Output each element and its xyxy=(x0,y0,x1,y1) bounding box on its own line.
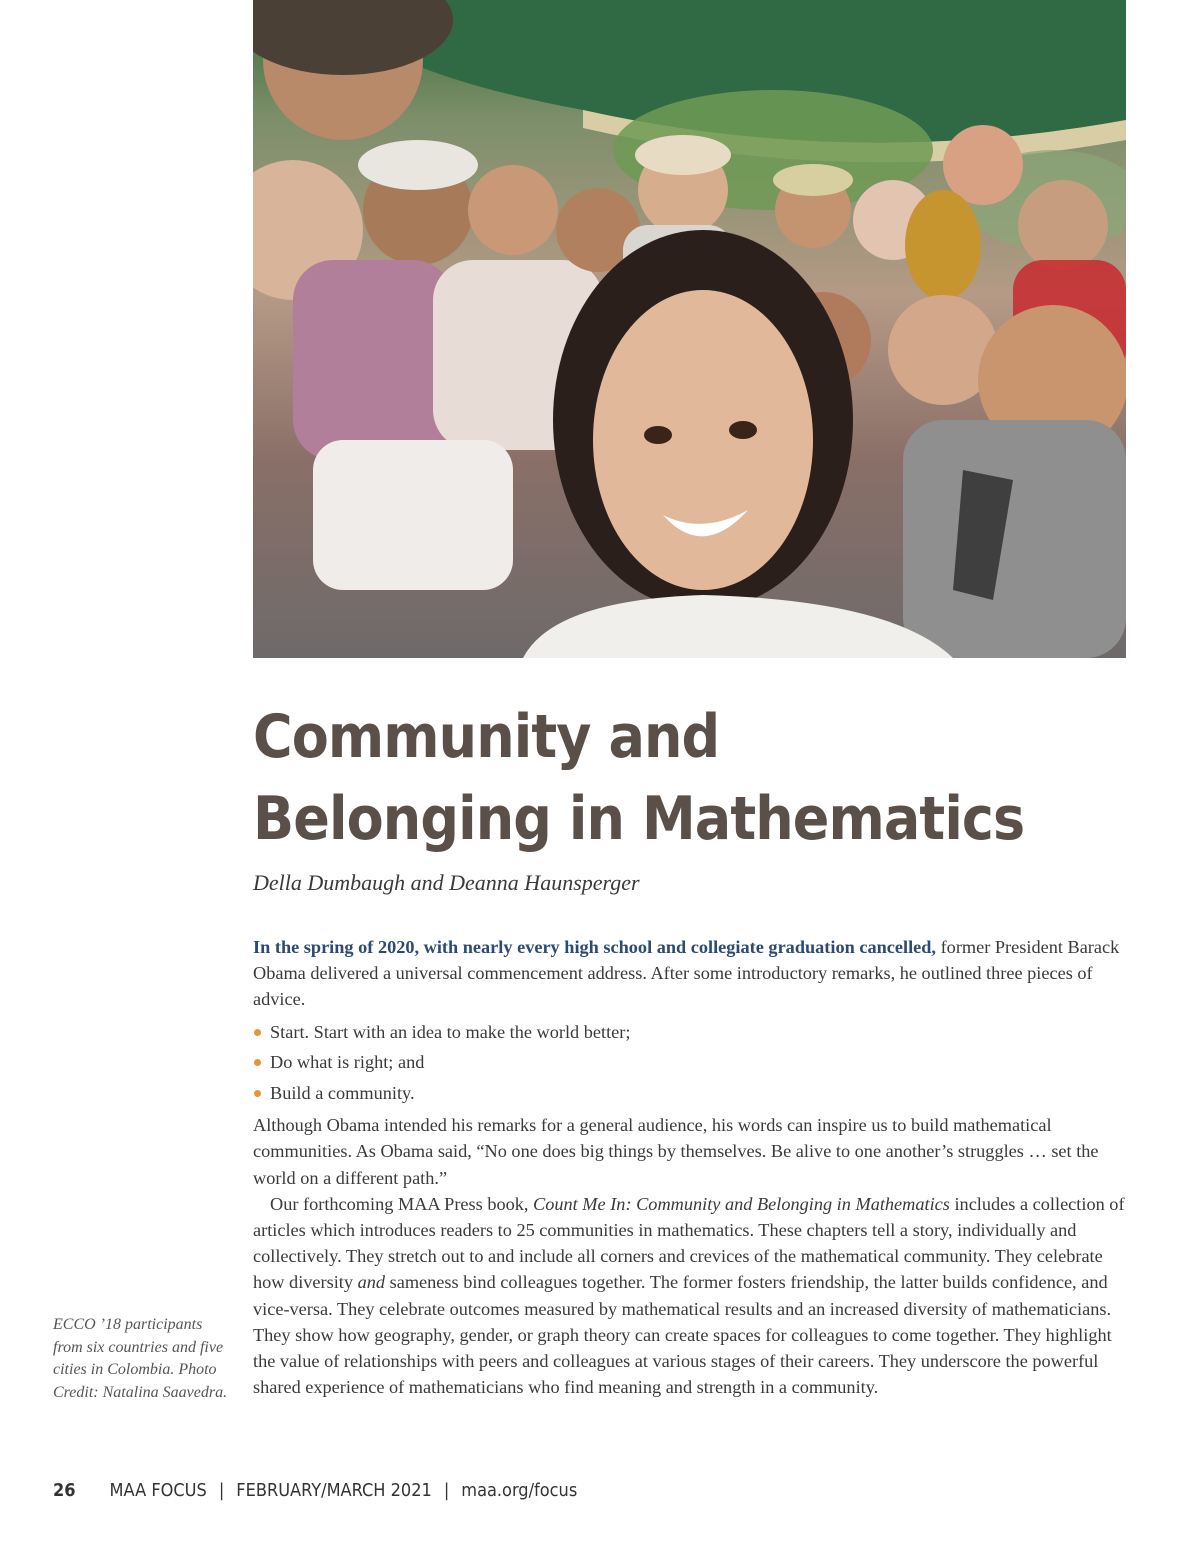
lead-in: In the spring of 2020, with nearly every high school and collegiate graduation cancelled, xyxy=(253,937,937,957)
bullet-icon xyxy=(254,1090,261,1097)
group-photo-illustration xyxy=(253,0,1126,658)
paragraph-book-text-c: sameness bind colleagues together. The former fosters friendship, the latter builds confidence, and vice-versa. They celebrate outcomes measured by mathematical results and an increased diversity of mathematicians. They show how geography, gender, or graph theory can create spaces for colleagues to come together. They highlight the value of relationships with peers and colleagues at various stages of their careers. They underscore the powerful shared experience of mathematicians who find meaning and strength in a community. xyxy=(253,1272,1112,1398)
paragraph-intro-text: former President Barack Obama delivered a universal commencement address. After some introductory remarks, he outlined three pieces of advice. xyxy=(253,937,1120,1010)
paragraph-obama: Although Obama intended his remarks for a general audience, his words can inspire us to build mathematical communities. As Obama said, “No one does big things by themselves. Be alive to one another’s struggles … set the world on a different path.” xyxy=(253,1115,1099,1188)
page-number: 26 xyxy=(53,1480,76,1501)
page-footer xyxy=(53,1480,577,1501)
list-item xyxy=(253,1078,1128,1109)
article-title: Community and Belonging in Mathematics xyxy=(253,702,1025,854)
paragraph-book xyxy=(253,1191,1128,1401)
list-item-text: Start. Start with an idea to make the world better; xyxy=(270,1021,631,1042)
paragraph-intro xyxy=(253,934,1128,1013)
list-item xyxy=(253,1017,1128,1048)
bullet-icon xyxy=(254,1029,261,1036)
publication-name: MAA FOCUS xyxy=(109,1480,207,1501)
footer-separator: | xyxy=(443,1480,450,1501)
advice-list xyxy=(253,1017,1128,1109)
publication-url: maa.org/focus xyxy=(461,1480,578,1501)
emphasis-and: and xyxy=(357,1272,386,1293)
bullet-icon xyxy=(254,1059,261,1066)
photo-caption: ECCO ’18 participants from six countries and five cities in Colombia. Photo Credit: Natalina Saavedra. xyxy=(53,1316,228,1401)
list-item-text: Do what is right; and xyxy=(270,1052,425,1073)
book-title: Count Me In: Community and Belonging in Mathematics xyxy=(533,1193,950,1214)
issue-date: FEBRUARY/MARCH 2021 xyxy=(236,1480,432,1501)
paragraph-book-text-b: includes a collection of articles which introduces readers to 25 communities in mathematics. These chapters tell a story, individually and collectively. They stretch out to and include all corners and crevices of the mathematical community. They celebrate how diversity xyxy=(253,1193,1125,1293)
group-photo xyxy=(253,0,1126,658)
article-body xyxy=(253,934,1128,1400)
list-item xyxy=(253,1047,1128,1078)
article-authors: Della Dumbaugh and Deanna Haunsperger xyxy=(253,870,640,895)
list-item-text: Build a community. xyxy=(270,1082,415,1103)
footer-separator: | xyxy=(218,1480,225,1501)
paragraph-book-text-a: Our forthcoming MAA Press book, xyxy=(270,1193,534,1214)
